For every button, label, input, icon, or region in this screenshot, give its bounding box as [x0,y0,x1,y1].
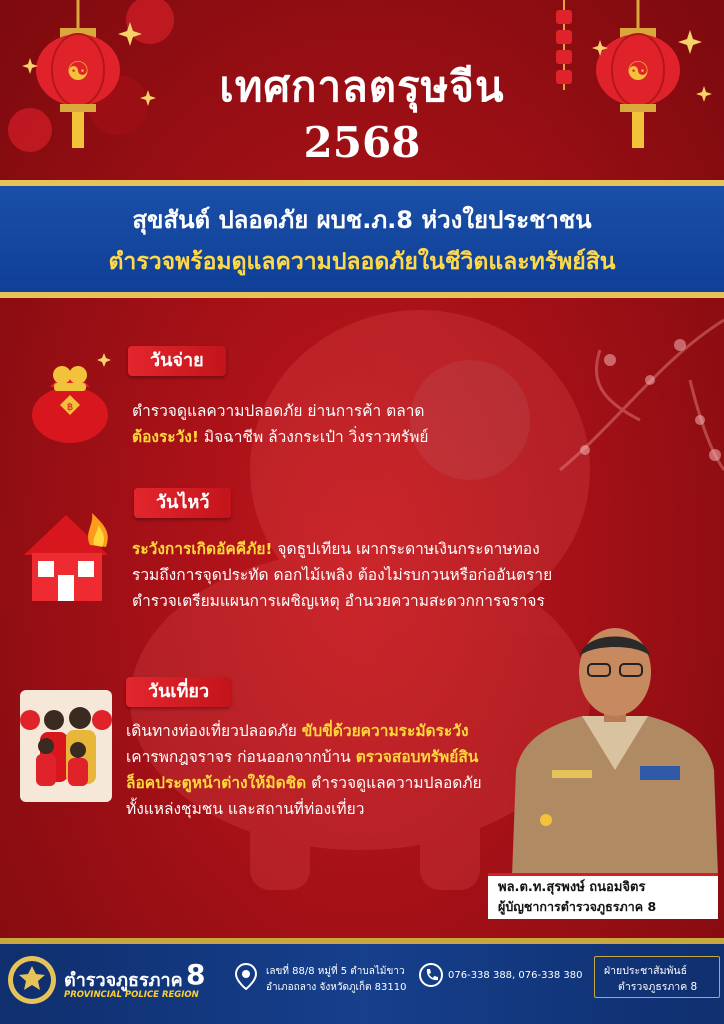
svg-text:☯: ☯ [66,57,90,87]
family-icon [20,690,112,802]
banner [0,180,724,298]
check-property-highlight: ตรวจสอบทรัพย์สิน [355,748,479,766]
travel-day-line-2 [126,744,478,769]
travel-day-line-1 [126,718,469,743]
travel-day-line-3-b: ตำรวจดูแลความปลอดภัย [306,774,482,792]
drive-carefully-highlight: ขับขี่ด้วยความระมัดระวัง [301,722,469,740]
worship-day-line-1-rest: จุดธูปเทียน เผากระดาษเงินกระดาษทอง [272,540,540,558]
shopping-day-line-2 [132,424,429,449]
worship-day-line-1 [132,536,540,561]
travel-day-line-2-a: เคารพกฎจราจร ก่อนออกจากบ้าน [126,748,356,766]
officer-portrait [512,620,718,876]
money-bag-icon [20,345,120,445]
svg-text:฿: ฿ [66,402,74,413]
footer-department-line-2: ตำรวจภูธรภาค 8 [618,981,698,993]
section-tag-worship-day: วันไหว้ [134,488,231,518]
footer-department-line-1: ฝ่ายประชาสัมพันธ์ [604,965,688,977]
footer-address-line-2: อำเภอถลาง จังหวัดภูเก็ต 83110 [266,982,407,993]
warning-highlight: ต้องระวัง! [132,428,199,446]
location-pin-icon [234,962,258,990]
shopping-day-line-2-rest: มิจฉาชีพ ล้วงกระเป๋า วิ่งราวทรัพย์ [198,428,429,446]
fire-warning-highlight: ระวังการเกิดอัคคีภัย! [132,540,273,558]
travel-day-line-3 [126,770,482,795]
officer-title: ผู้บัญชาการตำรวจภูธรภาค 8 [498,899,657,914]
phone-icon [418,962,444,988]
worship-day-line-3: ตำรวจเตรียมแผนการเผชิญเหตุ อำนวยความสะดวกการจราจร [132,592,545,610]
shopping-day-line-1: ตำรวจดูแลความปลอดภัย ย่านการค้า ตลาด [132,402,425,420]
worship-day-line-2: รวมถึงการจุดประทัด ดอกไม้เพลิง ต้องไม่รบกวนหรือก่ออันตราย [132,566,553,584]
banner-subline: ตำรวจพร้อมดูแลความปลอดภัยในชีวิตและทรัพย์สิน [108,249,616,275]
banner-headline: สุขสันต์ ปลอดภัย ผบช.ภ.8 ห่วงใยประชาชน [132,206,592,234]
house-fire-icon [20,505,116,605]
footer-brand-english: PROVINCIAL POLICE REGION [64,990,199,1000]
svg-text:☯: ☯ [626,57,650,87]
travel-day-line-4: ทั้งแหล่งชุมชน และสถานที่ท่องเที่ยว [126,800,365,818]
footer-address-line-1: เลขที่ 88/8 หมู่ที่ 5 ตำบลไม้ขาว [266,966,405,977]
lock-doors-highlight: ล็อคประตูหน้าต่างให้มิดชิด [126,774,307,792]
travel-day-line-1-a: เดินทางท่องเที่ยวปลอดภัย [126,722,302,740]
footer-brand-number: 8 [186,958,206,991]
section-tag-travel-day: วันเที่ยว [126,677,231,707]
section-tag-shopping-day: วันจ่าย [128,346,226,376]
page-title-year: 2568 [303,118,421,167]
page-title: เทศกาลตรุษจีน [219,62,505,111]
police-badge-icon [6,954,58,1006]
officer-name: พล.ต.ท.สุรพงษ์ ถนอมจิตร [498,880,646,895]
footer-brand: ตำรวจภูธรภาค [64,970,183,991]
footer-phone: 076-338 388, 076-338 380 [448,970,583,981]
